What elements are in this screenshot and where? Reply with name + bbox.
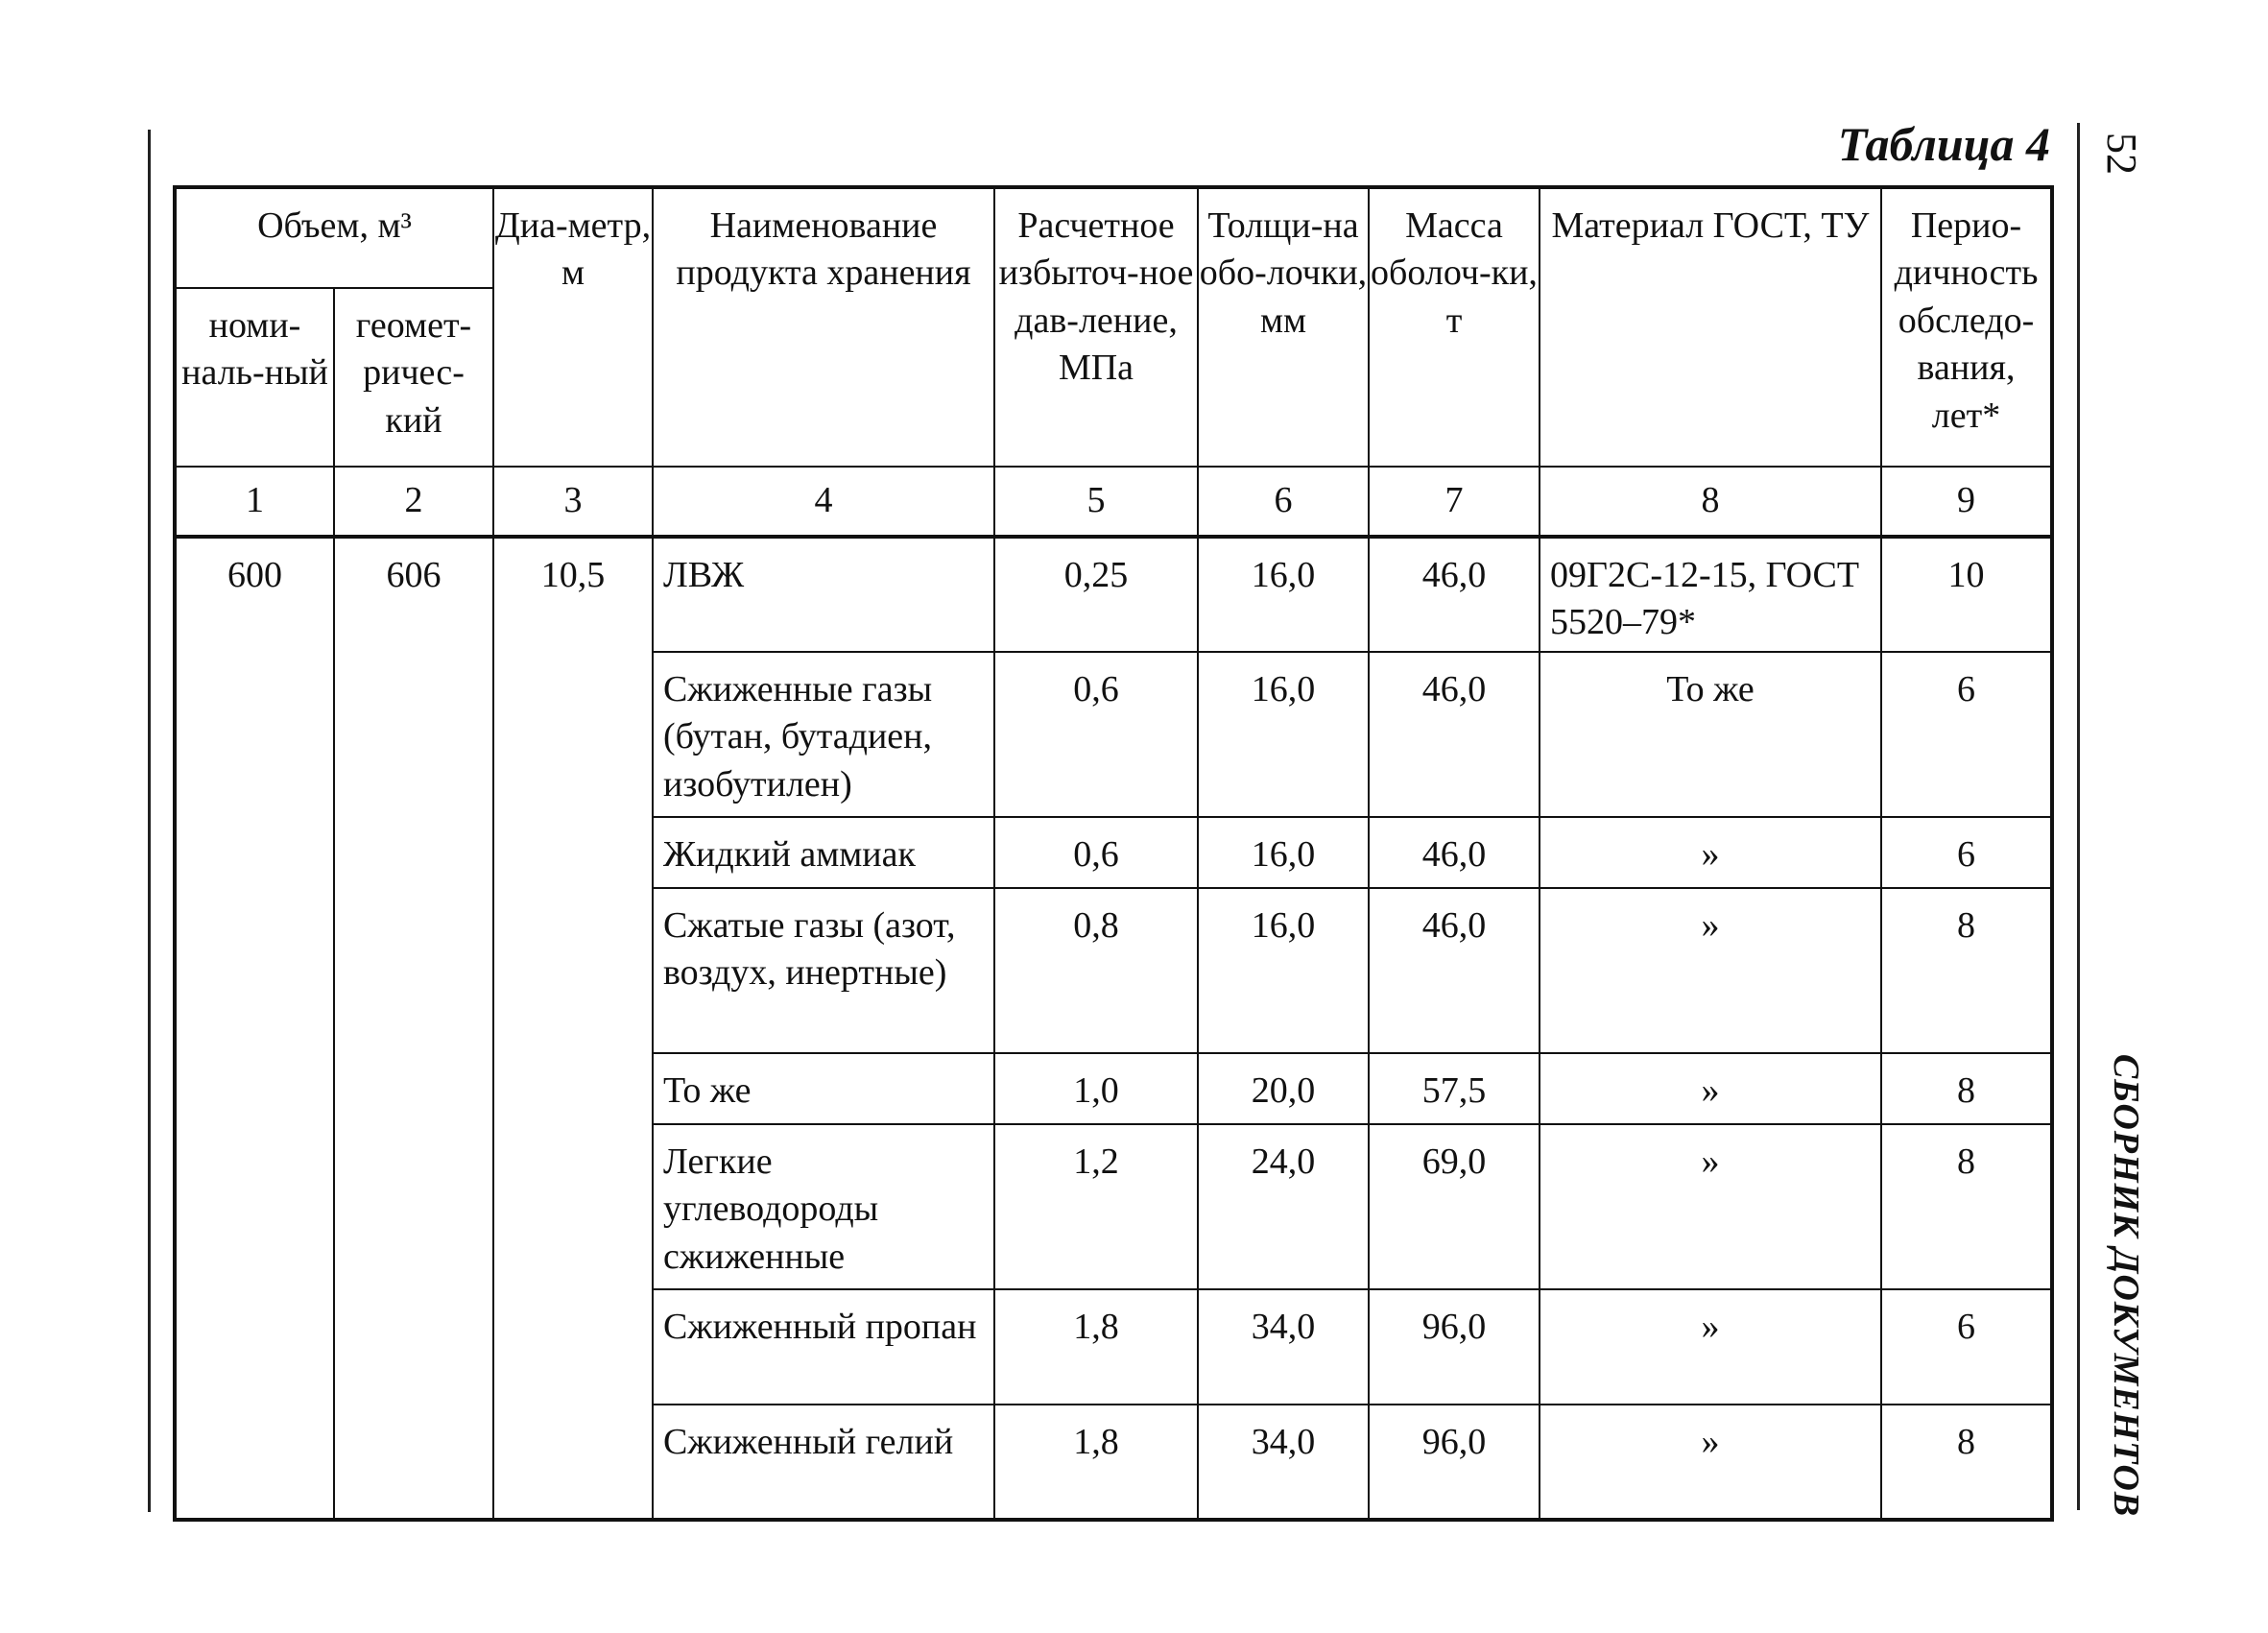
cell-period: 8 [1881,1124,2052,1289]
cell-material: » [1540,817,1881,888]
right-margin-rule [2077,123,2080,1510]
cell-pressure: 0,25 [994,537,1198,652]
header-volume: Объем, м³ [175,187,493,288]
cell-thickness: 34,0 [1198,1405,1369,1520]
cell-thickness: 24,0 [1198,1124,1369,1289]
cell-product: То же [653,1053,994,1124]
header-thickness: Толщи-на обо-лочки, мм [1198,187,1369,467]
cell-thickness: 16,0 [1198,652,1369,817]
cell-mass: 46,0 [1369,888,1540,1053]
cell-pressure: 0,8 [994,888,1198,1053]
cell-product: Сжиженный пропан [653,1289,994,1405]
header-period: Перио-дичность обследо-вания, лет* [1881,187,2052,467]
cell-pressure: 1,8 [994,1405,1198,1520]
cell-pressure: 1,2 [994,1124,1198,1289]
column-number: 7 [1369,467,1540,537]
cell-material: » [1540,888,1881,1053]
header-geometric: геомет-ричес-кий [334,288,493,467]
cell-mass: 46,0 [1369,652,1540,817]
cell-material: » [1540,1289,1881,1405]
cell-pressure: 0,6 [994,817,1198,888]
column-number: 3 [493,467,653,537]
column-number: 9 [1881,467,2052,537]
cell-product: Жидкий аммиак [653,817,994,888]
cell-thickness: 16,0 [1198,888,1369,1053]
cell-period: 6 [1881,1289,2052,1405]
cell-material: » [1540,1405,1881,1520]
cell-product: ЛВЖ [653,537,994,652]
cell-period: 8 [1881,888,2052,1053]
cell-thickness: 16,0 [1198,817,1369,888]
cell-thickness: 34,0 [1198,1289,1369,1405]
table-row [175,537,2052,652]
cell-mass: 96,0 [1369,1405,1540,1520]
header-diameter: Диа-метр, м [493,187,653,467]
page-number: 52 [2098,132,2145,175]
header-pressure: Расчетное избыточ-ное дав-ление, МПа [994,187,1198,467]
cell-material: 09Г2С-12-15, ГОСТ 5520–79* [1540,537,1881,652]
running-side-title: СБОРНИК ДОКУМЕНТОВ [2106,1053,2146,1518]
column-number: 8 [1540,467,1881,537]
cell-product: Сжиженные газы (бутан, бутадиен, изобутилен) [653,652,994,817]
column-number: 5 [994,467,1198,537]
cell-pressure: 0,6 [994,652,1198,817]
cell-period: 8 [1881,1053,2052,1124]
cell-nominal: 600 [175,537,334,1520]
cell-period: 6 [1881,652,2052,817]
header-product: Наименование продукта хранения [653,187,994,467]
cell-product: Сжатые газы (азот, воздух, инертные) [653,888,994,1053]
cell-mass: 96,0 [1369,1289,1540,1405]
column-number: 4 [653,467,994,537]
column-number: 1 [175,467,334,537]
column-number-row [175,467,2052,537]
left-margin-rule [148,130,151,1512]
header-material: Материал ГОСТ, ТУ [1540,187,1881,467]
cell-material: То же [1540,652,1881,817]
table-caption: Таблица 4 [1837,117,2050,171]
cell-period: 6 [1881,817,2052,888]
header-mass: Масса оболоч-ки, т [1369,187,1540,467]
cell-thickness: 16,0 [1198,537,1369,652]
data-table [173,185,2054,1522]
cell-mass: 46,0 [1369,817,1540,888]
cell-material: » [1540,1124,1881,1289]
header-nominal: номи-наль-ный [175,288,334,467]
cell-mass: 57,5 [1369,1053,1540,1124]
cell-period: 10 [1881,537,2052,652]
cell-mass: 46,0 [1369,537,1540,652]
cell-product: Легкие углеводороды сжиженные [653,1124,994,1289]
cell-period: 8 [1881,1405,2052,1520]
column-number: 6 [1198,467,1369,537]
column-number: 2 [334,467,493,537]
cell-thickness: 20,0 [1198,1053,1369,1124]
cell-pressure: 1,0 [994,1053,1198,1124]
cell-diameter: 10,5 [493,537,653,1520]
cell-material: » [1540,1053,1881,1124]
cell-pressure: 1,8 [994,1289,1198,1405]
cell-geometric: 606 [334,537,493,1520]
cell-mass: 69,0 [1369,1124,1540,1289]
cell-product: Сжиженный гелий [653,1405,994,1520]
